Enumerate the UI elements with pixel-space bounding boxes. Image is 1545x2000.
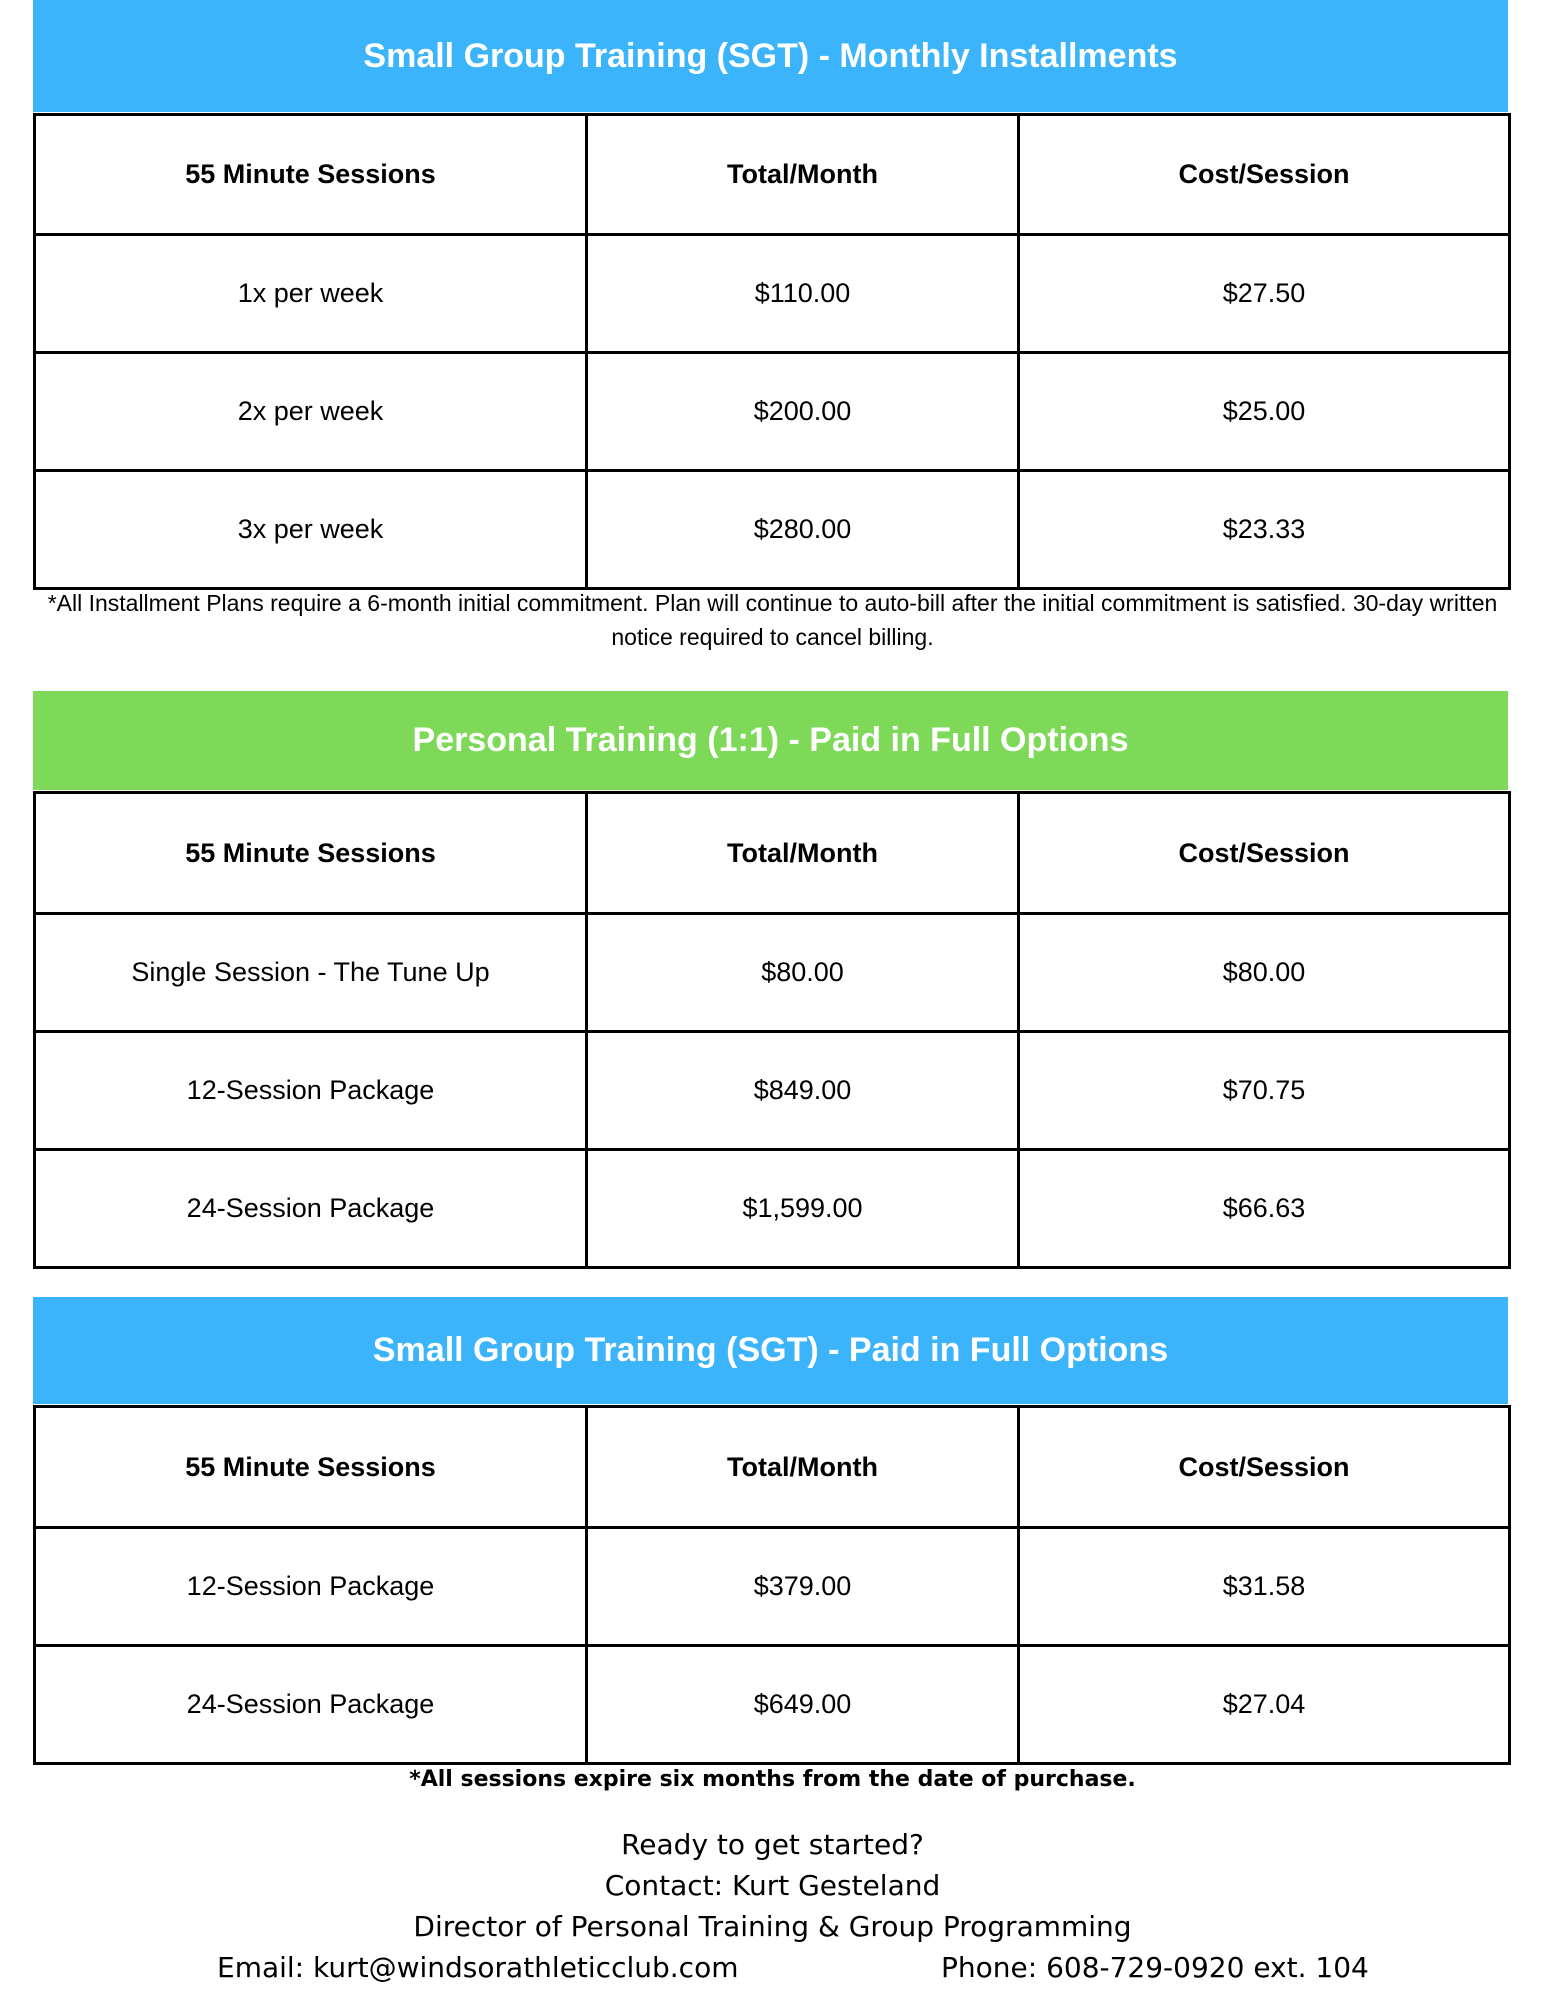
table-row	[35, 353, 1510, 471]
column-header: Total/Month	[587, 1407, 1019, 1528]
sgt-paid-in-full-table	[33, 1405, 1511, 1765]
sgt-monthly-title: Small Group Training (SGT) - Monthly Installments	[363, 36, 1178, 75]
cell-sessions: 1x per week	[35, 235, 587, 353]
pt-paid-in-full-table	[33, 791, 1511, 1269]
cell-cost: $70.75	[1019, 1032, 1510, 1150]
table-row	[35, 1032, 1510, 1150]
sgt-paid-in-full-title: Small Group Training (SGT) - Paid in Full Options	[372, 1331, 1169, 1369]
contact-email[interactable]: Email: kurt@windsorathleticclub.com	[217, 1951, 739, 1984]
table-row	[35, 1528, 1510, 1646]
column-header: 55 Minute Sessions	[35, 1407, 587, 1528]
pt-paid-in-full-title: Personal Training (1:1) - Paid in Full Options	[412, 721, 1129, 759]
cell-sessions: 3x per week	[35, 471, 587, 589]
cell-total: $379.00	[587, 1528, 1019, 1646]
cell-cost: $27.04	[1019, 1646, 1510, 1764]
cell-sessions: 12-Session Package	[35, 1032, 587, 1150]
cell-total: $1,599.00	[587, 1150, 1019, 1268]
contact-phone[interactable]: Phone: 608-729-0920 ext. 104	[941, 1951, 1369, 1984]
table-row	[35, 1646, 1510, 1764]
cell-total: $200.00	[587, 353, 1019, 471]
column-header: Cost/Session	[1019, 793, 1510, 914]
cell-total: $849.00	[587, 1032, 1019, 1150]
sgt-monthly-banner	[33, 0, 1508, 112]
table-row	[35, 471, 1510, 589]
cell-total: $280.00	[587, 471, 1019, 589]
table-header-row	[35, 793, 1510, 914]
sgt-paid-in-full-banner	[33, 1297, 1508, 1404]
column-header: Total/Month	[587, 115, 1019, 235]
cell-cost: $25.00	[1019, 353, 1510, 471]
cell-total: $110.00	[587, 235, 1019, 353]
table-row	[35, 914, 1510, 1032]
table-row	[35, 1150, 1510, 1268]
cell-cost: $27.50	[1019, 235, 1510, 353]
cell-total: $80.00	[587, 914, 1019, 1032]
cell-cost: $66.63	[1019, 1150, 1510, 1268]
cell-cost: $80.00	[1019, 914, 1510, 1032]
cell-sessions: 24-Session Package	[35, 1646, 587, 1764]
column-header: 55 Minute Sessions	[35, 115, 587, 235]
pt-paid-in-full-banner	[33, 691, 1508, 790]
cell-total: $649.00	[587, 1646, 1019, 1764]
installment-note: *All Installment Plans require a 6-month initial commitment. Plan will continue to auto-bill after the initial commitment is satisfied. 30-day written notice required to cancel billing.	[47, 590, 1498, 650]
expiry-note: *All sessions expire six months from the date of purchase.	[409, 1767, 1136, 1792]
table-header-row	[35, 115, 1510, 235]
contact-cta: Ready to get started?	[621, 1828, 924, 1861]
cell-sessions: Single Session - The Tune Up	[35, 914, 587, 1032]
table-header-row	[35, 1407, 1510, 1528]
column-header: 55 Minute Sessions	[35, 793, 587, 914]
cell-cost: $31.58	[1019, 1528, 1510, 1646]
contact-name: Contact: Kurt Gesteland	[604, 1869, 941, 1902]
contact-role: Director of Personal Training & Group Programming	[413, 1910, 1132, 1943]
cell-sessions: 24-Session Package	[35, 1150, 587, 1268]
cell-cost: $23.33	[1019, 471, 1510, 589]
column-header: Cost/Session	[1019, 1407, 1510, 1528]
column-header: Total/Month	[587, 793, 1019, 914]
sgt-monthly-table	[33, 113, 1511, 590]
cell-sessions: 12-Session Package	[35, 1528, 587, 1646]
cell-sessions: 2x per week	[35, 353, 587, 471]
table-row	[35, 235, 1510, 353]
column-header: Cost/Session	[1019, 115, 1510, 235]
